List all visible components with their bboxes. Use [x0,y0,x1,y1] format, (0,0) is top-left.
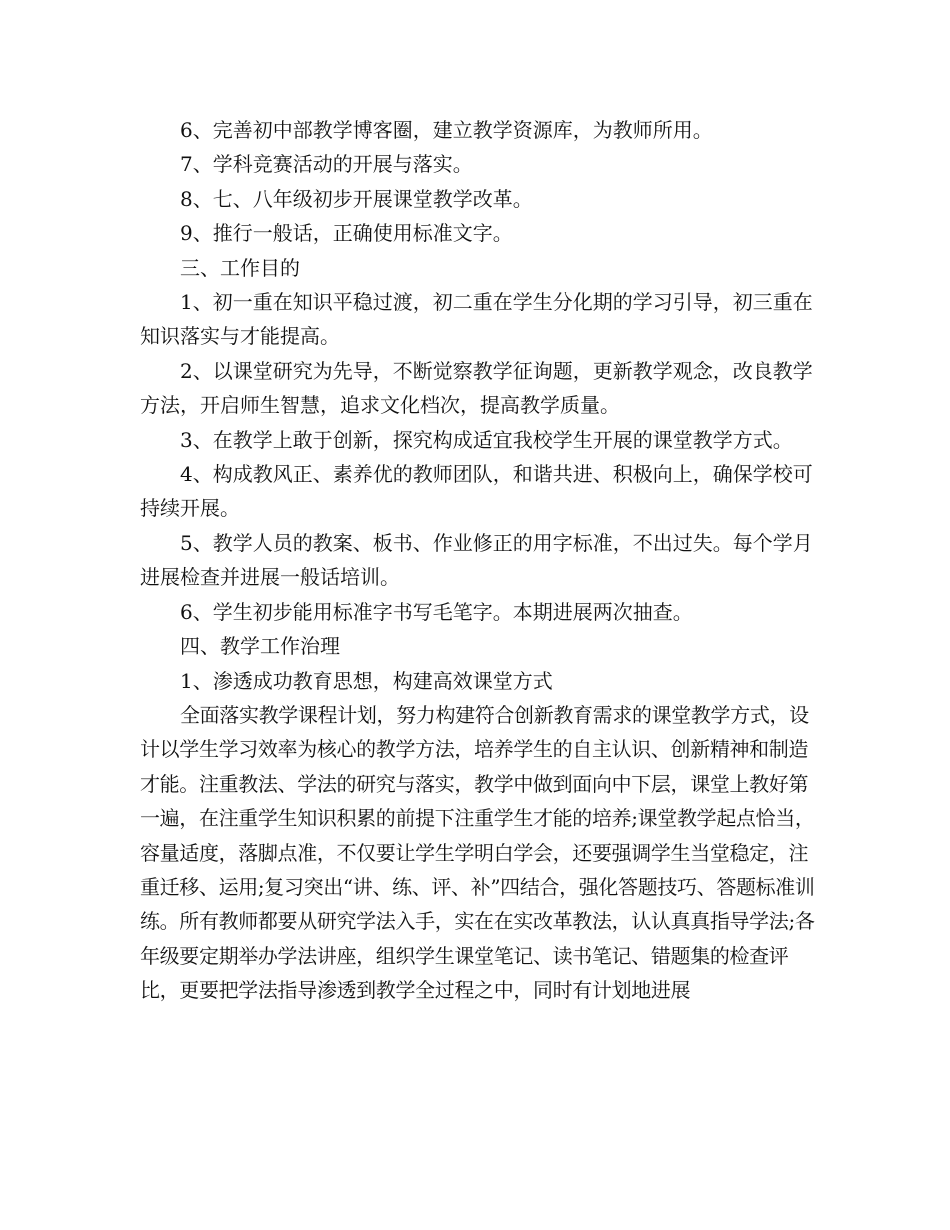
section-heading-teaching-management: 四、教学工作治理 [180,634,340,659]
goal-item-5: 5、教学人员的教案、板书、作业修正的用字标准，不出过失。每个学月进展检查并进展一般话培训。 [140,530,813,590]
list-item-9-mandarin: 9、推行一般话，正确使用标准文字。 [180,221,513,246]
list-item-7-competition: 7、学科竞赛活动的开展与落实。 [180,152,473,177]
goal-item-2: 2、以课堂研究为先导，不断觉察教学征询题，更新教学观念，改良教学方法，开启师生智慧，追求文化档次，提高教学质量。 [140,358,813,418]
subheading-efficient-classroom: 1、渗透成功教育思想，构建高效课堂方式 [180,668,553,693]
goal-item-3: 3、在教学上敢于创新，探究构成适宜我校学生开展的课堂教学方式。 [180,427,793,452]
document-body [140,113,820,1008]
list-item-6-blog: 6、完善初中部教学博客圈，建立教学资源库，为教师所用。 [180,118,713,142]
goal-item-1: 1、初一重在知识平稳过渡，初二重在学生分化期的学习引导，初三重在知识落实与才能提高。 [140,290,813,349]
goal-item-6: 6、学生初步能用标准字书写毛笔字。本期进展两次抽查。 [180,599,693,624]
section-heading-work-goals: 三、工作目的 [180,255,300,280]
list-item-8-reform: 8、七、八年级初步开展课堂教学改革。 [180,186,533,211]
body-paragraph-curriculum: 全面落实教学课程计划，努力构建符合创新教育需求的课堂教学方式，设计以学生学习效率为核心的教学方法，培养学生的自主认识、创新精神和制造才能。注重教法、学法的研究与落实，教学中做到面向中下层，课堂上教好第一遍，在注重学生知识积累的前提下注重学生才能的培养;课堂教学起点恰当，容量适度，落脚点准，不仅要让学生学明白学会，还要强调学生当堂稳定，注重迁移、运用;复习突出“讲、练、评、补”四结合，强化答题技巧、答题标准训练。所有教师都要从研究学法入手，实在在实改革教法，认认真真指导学法;各年级要定期举办学法讲座，组织学生课堂笔记、读书笔记、错题集的检查评比，更要把学法指导渗透到教学全过程之中，同时有计划地进展 [140,702,815,1003]
goal-item-4: 4、构成教风正、素养优的教师团队，和谐共进、积极向上，确保学校可持续开展。 [140,462,813,521]
